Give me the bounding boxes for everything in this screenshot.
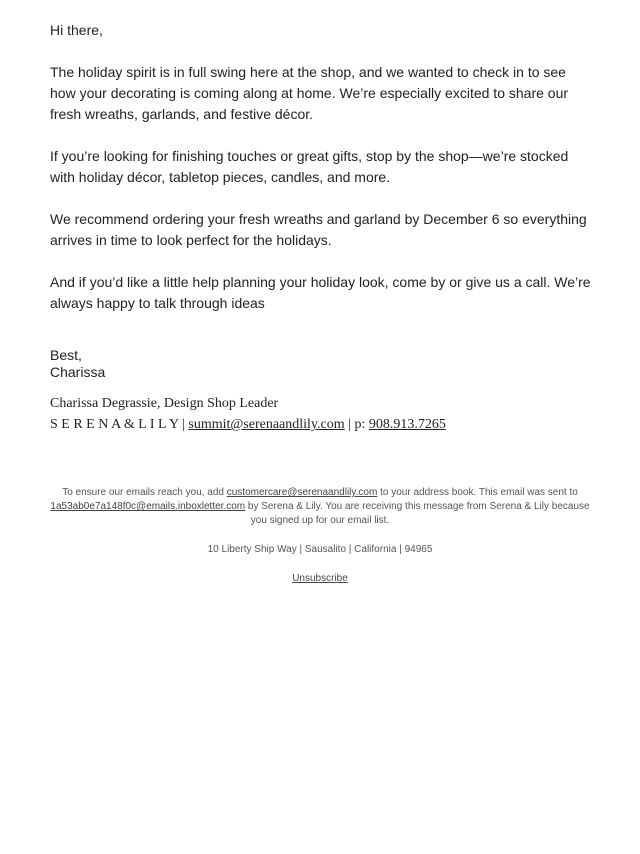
paragraph-help: And if you’d like a little help planning your holiday look, come by or give us a call. We’re always happy to talk through ideas (50, 274, 591, 311)
signature-name-title: Charissa Degrassie, Design Shop Leader (50, 396, 279, 411)
sender-first-name: Charissa (50, 364, 106, 380)
footer-notice-text: to your address book. This email was sent to (377, 487, 578, 498)
signoff: Best, (50, 347, 82, 363)
brand-wordmark: S E R E N A & L I L Y (50, 417, 179, 432)
email-footer (50, 486, 590, 601)
unsubscribe-link[interactable]: Unsubscribe (292, 573, 348, 584)
email-body (50, 20, 595, 435)
footer-notice-text: by Serena & Lily. You are receiving this message from Serena & Lily because you signed up for our email list. (245, 501, 590, 526)
separator: | (178, 417, 189, 432)
paragraph-intro: The holiday spirit is in full swing here at the shop, and we wanted to check in to see how your decorating is coming along at home. We’re especially excited to share our fresh wreaths, garlands, and festive décor. (50, 64, 569, 122)
signature (50, 393, 595, 435)
phone-prefix: | p: (344, 417, 369, 432)
footer-notice (50, 486, 590, 528)
recipient-email-link[interactable]: 1a53ab0e7a148f0c@emails.inboxletter.com (50, 501, 246, 512)
signature-phone-link[interactable]: 908.913.7265 (368, 417, 446, 432)
signature-contact-line (50, 414, 595, 435)
footer-address: 10 Liberty Ship Way | Sausalito | California | 94965 (207, 544, 433, 555)
signature-email-link[interactable]: summit@serenaandlily.com (188, 417, 345, 432)
greeting: Hi there, (50, 22, 103, 38)
footer-notice-text: To ensure our emails reach you, add (62, 487, 227, 498)
paragraph-ordering: We recommend ordering your fresh wreaths and garland by December 6 so everything arrives in time to look perfect for the holidays. (50, 211, 587, 248)
signoff-block (50, 347, 595, 381)
paragraph-gifts: If you’re looking for finishing touches or great gifts, stop by the shop—we’re stocked with holiday décor, tabletop pieces, candles, and more. (50, 148, 569, 185)
customercare-email-link[interactable]: customercare@serenaandlily.com (226, 487, 378, 498)
